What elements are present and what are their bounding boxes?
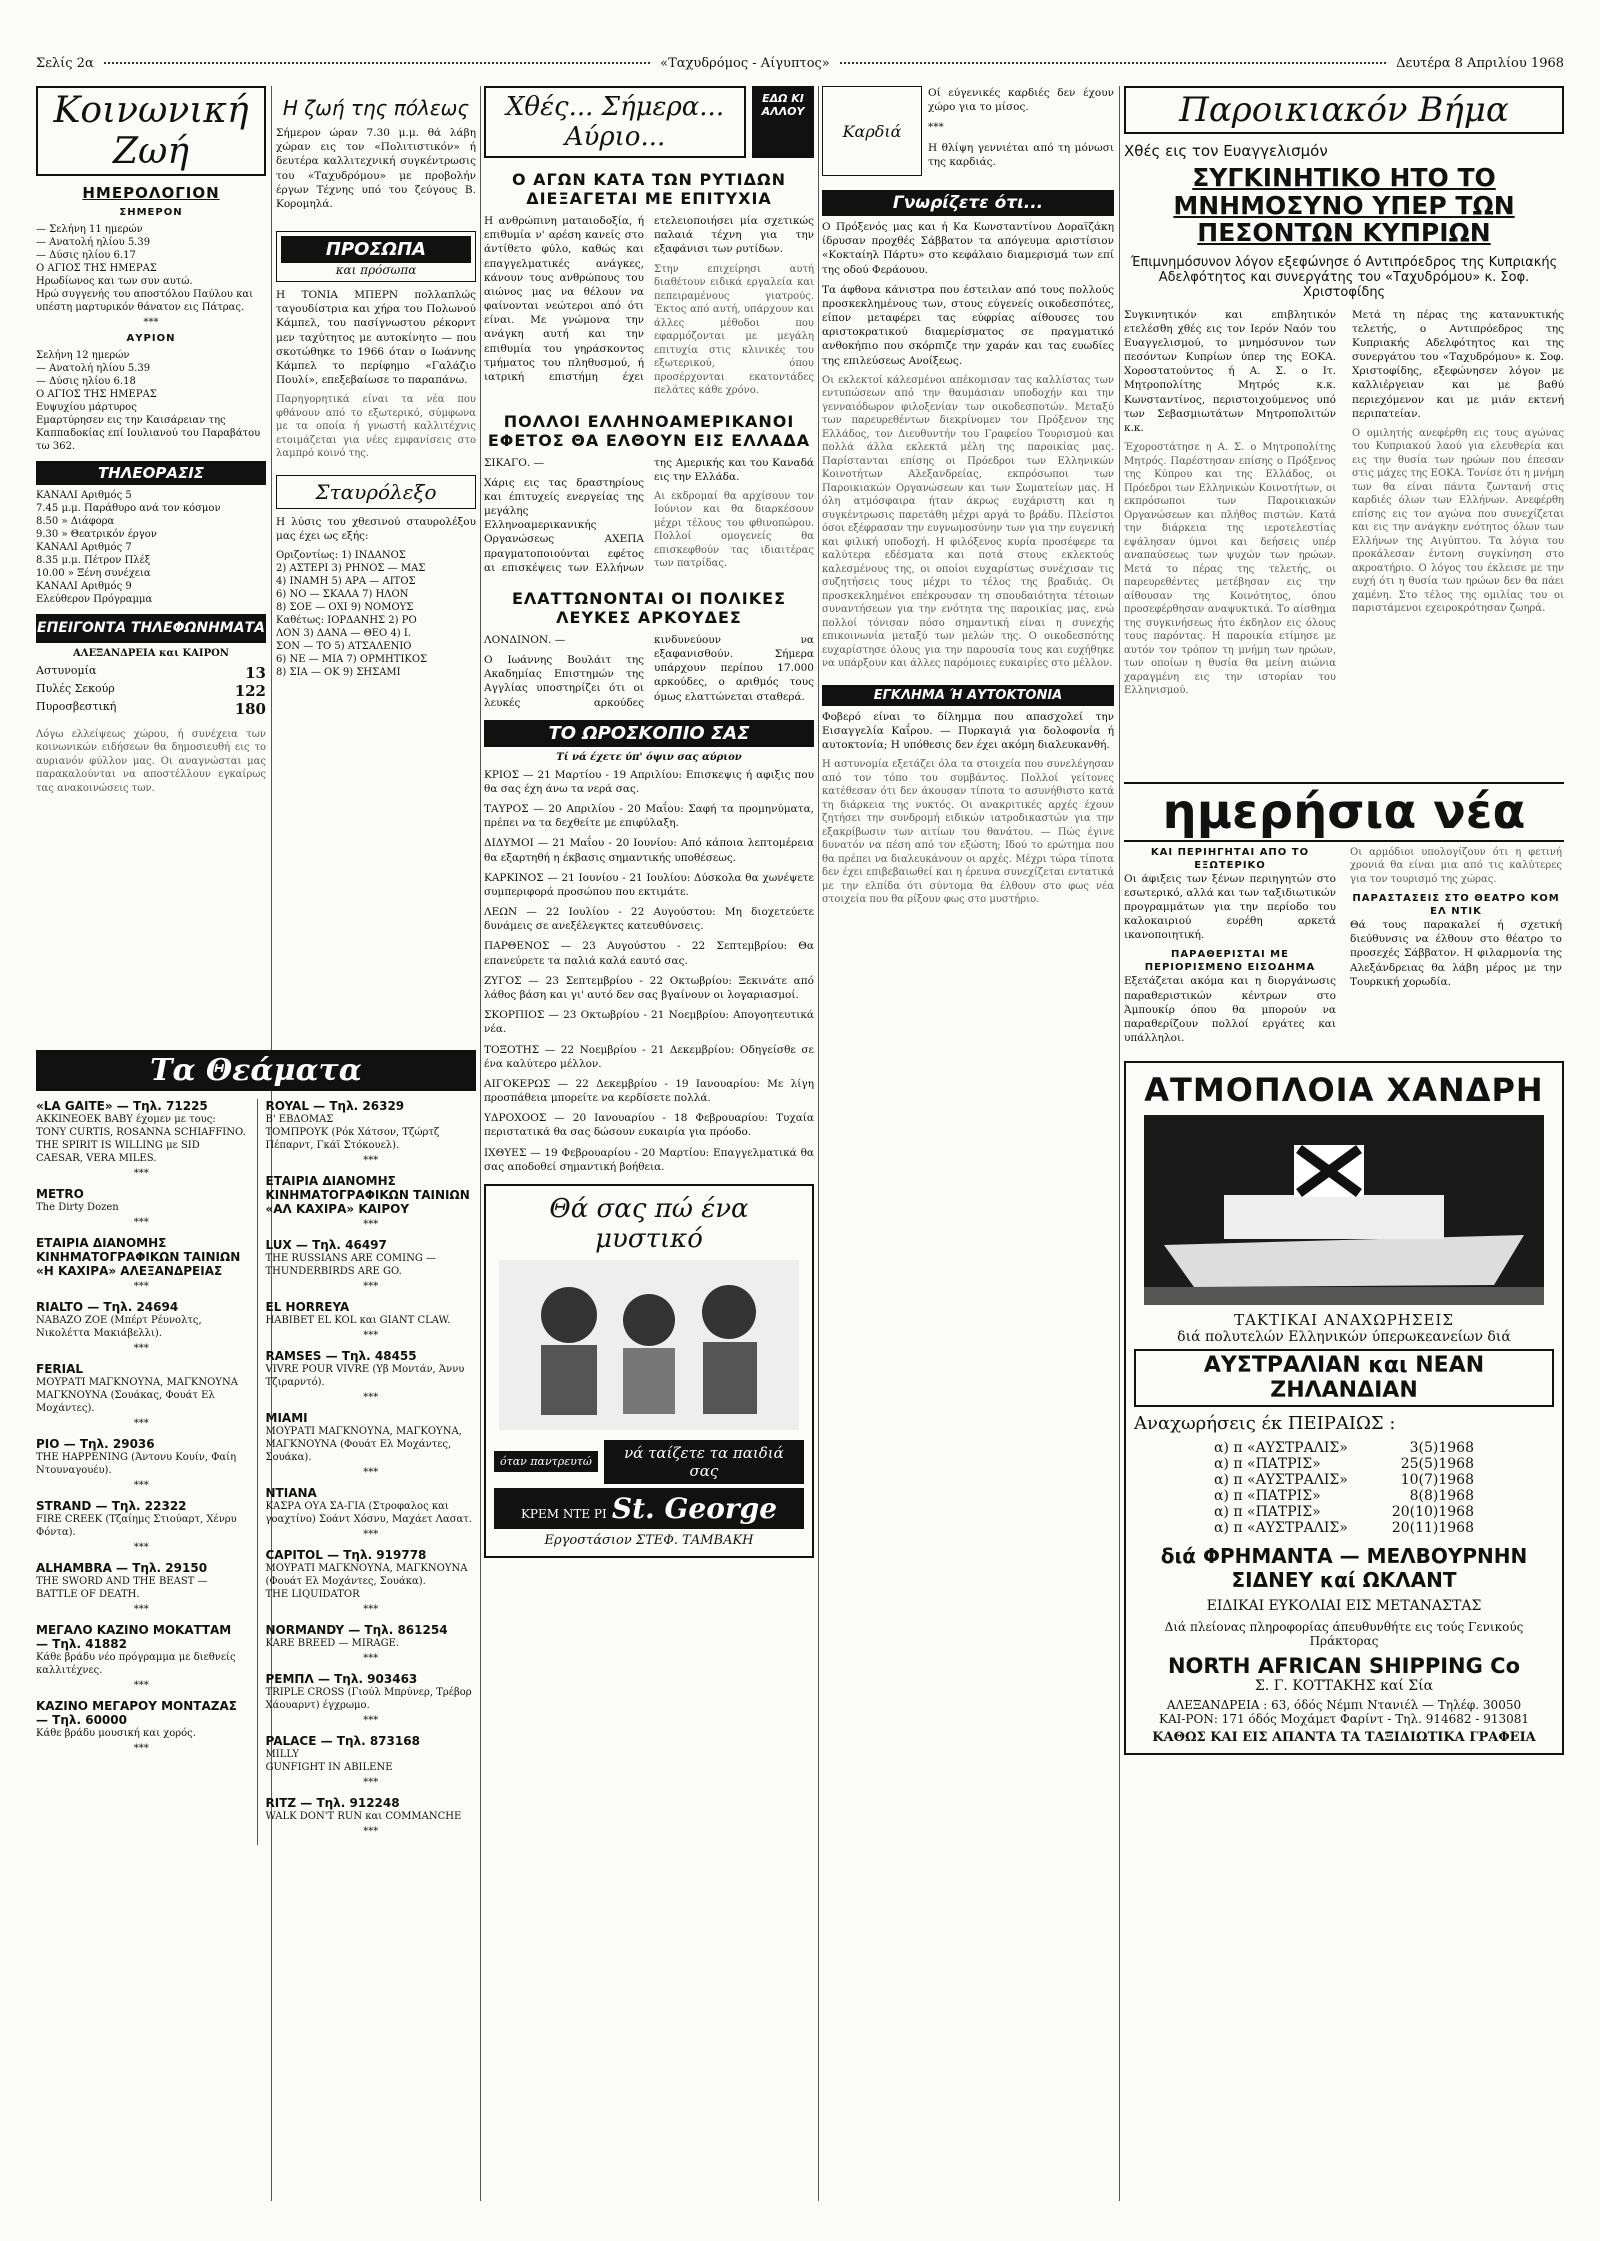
shipping-title: ΑΤΜΟΠΛΟΙΑ ΧΑΝΔΡΗ xyxy=(1144,1071,1544,1110)
horoscope-entry: ΙΧΘΥΕΣ — 19 Φεβρουαρίου - 20 Μαρτίου: Επαγγελματικά θα σας αποδοθεί σημαντική βοήθεια. xyxy=(484,1146,814,1173)
spectacles-left-list xyxy=(36,1099,247,1845)
spectacles-section xyxy=(36,1050,476,2200)
cinema-name: ΚΑΖΙΝΟ ΜΕΓΑΡΟΥ ΜΟΝΤΑΖΑΣ — Τηλ. 60000 xyxy=(36,1699,237,1727)
urgent-phones-city: ΑΛΕΞΑΝΔΡΕΙΑ και ΚΑΙΡΟΝ xyxy=(73,647,229,659)
calendar-line: — Δύσις ηλίου 6.18 xyxy=(36,376,136,387)
stars-separator: *** xyxy=(363,1330,379,1341)
stars-separator: *** xyxy=(363,1604,379,1615)
calendar-line: — Ανατολή ηλίου 5.39 xyxy=(36,237,151,248)
column-filler-text: Ο ομιλητής ανεφέρθη εις τους αγώνας του Κυπριακού λαού για ελευθερία και εις την θυσία των ηρώων που έπεσαν στις μάχες της ΕΟΚΑ. Τονίσε ότι η μνήμη των θα είναι πάντα ζωντανή στις καρδιές όλων των Ελλήνων. Ανεφέρθη επίσης εις τον αγώνα που συνεχίζεται και εις την ανάγκην ενότητος όλων των Ελλήνων της Αιγύπτου. Τα λόγια του προκάλεσαν έντονη συγκίνηση στο ακροατήριο. Ο λόγος του έκλεισε με την ευχή ότι η θυσία των ηρώων δεν θα πάει χαμένη. Στο τέλος της ομιλίας του οι παριστάμενοι εχειροκρότησαν ζωηρά. xyxy=(1352,427,1564,615)
column-filler-text: Οι εκλεκτοί κάλεσμένοι απέκομισαν τας καλλίστας των εντυπώσεων από την θαυμάσιαν υποδοχήν και την γενναιόδωρον φιλοξενίαν των οικοδεσποτών. Μεταξύ των παρευρεθέντων διεκρίνομεν τον Πρόξενον της Ελλάδος, τον Διευθυντήν του Γραφείου Τουρισμού και πολλά άλλα εκλεκτά μέλη της παροικίας μας. Παρίστανται επίσης οι Πρόεδροι των Ελληνικών Κοινοτήτων Αλεξανδρείας, εκπρόσωποι των Παροικιακών Οργανώσεων και των Σωματείων μας. Η όλη ατμόσφαιρα ήταν άκρως ευχάριστη και η συγκέντρωσις παρετάθη μέχρι αργά το βράδυ. Πλείστοι όσοι εξέφρασαν την ευγνωμοσύνην των για την ευγενική και φιλική υποδοχή. Η φιλόξενος κυρία προσέφερε τα καλύτερα εδέσματα και ποτά στους εκλεκτούς καλεσμένους της, οι οποίοι ευχαρίστως συνέχισαν τις συζητήσεις τους μέχρι το τέλος της βραδιάς. Οι προσκεκλημένοι επέκρουσαν τη σπουδαιότητα τέτοιων συναντήσεων για την ενότητα της παροικίας μας, ενώ πολλοί τόνισαν πόσο σημαντική είναι η συνεχής επικοινωνία μεταξύ των μελών της. Ο οικοδεσπότης ευχαρίστησε όλους για την παρουσία τους και ευχήθηκε να υπάρξουν και άλλες παρόμοιες ευκαιρίες στο μέλλον. xyxy=(822,374,1114,670)
did-you-know-text-2: Τα άφθονα κάνιστρα που έστειλαν από τους πολλούς προσκεκλημένους των, στους εύγενείς οικοδεσπότες, είπον μεταφέρει τας εύφρίας αίθουσες του αριστοκρατικού διαμερίσματος σε πραγματικό ανθοκήπιο που σκόρπιζε την χαράν και τας ευωδίες της επιλεύσεως Ανοίξεως. xyxy=(822,283,1114,367)
ad-maker: Εργοστάσιον ΣΤΕΦ. ΤΑΜΒΑΚΗ xyxy=(544,1532,754,1548)
phone-row xyxy=(36,682,266,700)
cinema-program: FIRE CREEK (Τζαίημς Στιούαρτ, Χένρυ Φόντα). xyxy=(36,1514,237,1538)
cinema-program: ΜΟΥΡΑΤΙ ΜΑΓΚΝΟΥΝΑ, ΜΑΓΚΝΟΥΝΑ (Φουάτ Ελ Μοχάντες, Σουάκα). xyxy=(265,1563,468,1587)
departures-title: Αναχωρήσεις έκ ΠΕΙΡΑΙΩΣ : xyxy=(1134,1413,1396,1435)
crime-or-suicide-text: Φοβερό είναι το δίλημμα που απασχολεί την Εισαγγελία Καΐρου. — Πυρκαγιά για δολοφονία ή αυτοκτονία; Η υπόθεσις δεν έχει ακόμη διαλευκανθή. xyxy=(822,710,1114,752)
cinema-program: ΜΟΥΡΑΤΙ ΜΑΓΚΝΟΥΝΑ, ΜΑΓΚΟΥΝΑ, ΜΑΓΚΝΟΥΝΑ (Φουάτ Ελ Μοχάντες, Σουάκα). xyxy=(265,1426,462,1463)
heart-line: Οί εύγενικές καρδιές δεν έχουν χώρο για το μίσος. xyxy=(928,87,1114,114)
departure-row xyxy=(1214,1456,1474,1472)
community-text-2: Μετά τη πέρας της κατανυκτικής τελετής, ο Αντιπρόεδρος της Κυπριακής Αδελφότητος και της συνεργάτου του «Ταχυδρόμου» κ. Σοφ. Χριστοφίδης, εξεφώνησεν λόγον με καλλιέργειαν και με βαθύ περιεχόμενον και με μιάν εκτενή περιπατείαν. xyxy=(1352,308,1564,420)
stars-separator: *** xyxy=(133,1281,149,1292)
cinema-program: THE RUSSIANS ARE COMING — THUNDERBIRDS ARE GO. xyxy=(265,1253,436,1277)
heart-box-title: Καρδιά xyxy=(822,86,922,176)
calendar-line: Ηρώ συγγενής του αποστόλου Παύλου και υπέστη μαρτυρικόν θάνατον εις Πάτρας. xyxy=(36,289,254,313)
crossword-line: 4) ΙΝΑΜΗ 5) ΑΡΑ — ΑΙΤΟΣ xyxy=(276,576,416,588)
horoscope-entry: ΔΙΔΥΜΟΙ — 21 Μαΐου - 20 Ιουνίου: Από κάποια λεπτομέρεια θα εξαρτηθή η έκβασις σημαντικής υποθέσεως. xyxy=(484,837,814,864)
cinema-program: Β' ΕΒΔΟΜΑΣ xyxy=(265,1114,334,1125)
crossword-title: Σταυρόλεξο xyxy=(276,475,476,509)
cinema-name: RAMSES — Τηλ. 48455 xyxy=(265,1349,417,1363)
cinema-listing xyxy=(266,1623,477,1664)
calendar-tomorrow-lines xyxy=(36,349,266,453)
cinema-program: MILLY xyxy=(265,1749,299,1760)
article-bears-text: Ο Ιωάννης Βουλάιτ της Ακαδημίας Επιστημών της Αγγλίας υποστηρίζει ότι οι λευκές αρκούδες κινδυνεύουν να εξαφανισθούν. Σήμερα υπάρχουν περίπου 17.000 αρκούδες, ο αριθμός τους όμως ελαττώνεται σταθερά. xyxy=(484,633,814,709)
cinema-name: CAPITOL — Τηλ. 919778 xyxy=(265,1548,427,1562)
departure-row xyxy=(1214,1472,1474,1488)
column-filler-text: Παρηγορητικά είναι τα νέα που φθάνουν από το εξωτερικό, σύμφωνα με τα οποία ή γνωστή καλλιτέχνις ετοιμάζεται για νέες εμφανίσεις στο λαμπρό κοινό της. xyxy=(276,394,476,460)
departure-row xyxy=(1214,1520,1474,1536)
crossword-intro: Η λύσις του χθεσινού σταυρολέξου μας έχει ως εξής: xyxy=(276,515,476,542)
cinema-listing xyxy=(266,1300,477,1341)
cinema-listing xyxy=(266,1411,477,1478)
stars-separator: *** xyxy=(363,1715,379,1726)
header-rule xyxy=(104,62,650,64)
departure-row xyxy=(1214,1504,1474,1520)
horoscope-entry: ΤΟΞΟΤΗΣ — 22 Νοεμβρίου - 21 Δεκεμβρίου: Οδηγείσθε σε ένα καλύτερο μέλλον. xyxy=(484,1043,814,1070)
shipping-address-2: ΚΑΙ-ΡΟΝ: 171 όδός Μοχάμετ Φαρίντ - Τηλ. 914682 - 913081 xyxy=(1158,1712,1530,1727)
community-headline: ΣΥΓΚΙΝΗΤΙΚΟ ΗΤΟ ΤΟ ΜΝΗΜΟΣΥΝΟ ΥΠΕΡ ΤΩΝ ΠΕΣΟΝΤΩΝ ΚΥΠΡΙΩΝ xyxy=(1173,163,1515,247)
spectacles-title: Τα Θεάματα xyxy=(36,1050,476,1091)
heart-box-lines xyxy=(928,86,1114,176)
header-rule xyxy=(840,62,1386,64)
did-you-know-title: Γνωρίζετε ότι... xyxy=(822,190,1114,216)
cinema-program: ΝΑΒΑΖΟ ΖΟΕ (Μπέρτ Ρέυνολτς, Νικολέττα Μακιάβελλι). xyxy=(36,1315,202,1339)
calendar-today: ΣΗΜΕΡΟΝ xyxy=(119,207,183,218)
phone-label: Πυλές Σεκούρ xyxy=(36,681,115,695)
section-title-community: Παροικιακόν Βήμα xyxy=(1124,86,1564,134)
shipping-ad xyxy=(1124,1061,1564,1755)
cinema-listing xyxy=(266,1548,477,1615)
st-george-ad xyxy=(484,1184,814,1558)
news-holiday-title: ΠΑΡΑΘΕΡΙΣΤΑΙ ΜΕ ΠΕΡΙΟΡΙΣΜΕΝΟ ΕΙΣΟΔΗΜΑ xyxy=(1144,949,1316,974)
crossword-line: Καθέτως: ΙΟΡΔΑΝΗΣ 2) ΡΟ xyxy=(276,615,417,627)
departure-ship: α) π «ΠΑΤΡΙΣ» xyxy=(1214,1488,1321,1505)
cinema-listing xyxy=(36,1236,247,1292)
heart-line: Η θλίψη γεννιέται από τη μόνωσι της καρδιάς. xyxy=(928,141,1114,168)
cinema-program: VIVRE POUR VIVRE (Υβ Μοντάν, Άννυ Τζιραρντό). xyxy=(265,1364,465,1388)
article-wrinkles-title-2: ΔΙΕΞΑΓΕΤΑΙ ΜΕ ΕΠΙΤΥΧΙΑ xyxy=(526,189,772,208)
shipping-via: διά πολυτελών Ελληνικών ύπερωκεανείων διά xyxy=(1177,1329,1511,1346)
phone-number: 180 xyxy=(234,699,266,718)
cinema-listing xyxy=(266,1174,477,1230)
cinema-name: ΡΕΜΠΛ — Τηλ. 903463 xyxy=(265,1672,418,1686)
cinema-listing xyxy=(266,1796,477,1837)
heart-line: *** xyxy=(928,121,944,134)
ad-caption: όταν παντρευτώ xyxy=(494,1451,598,1472)
cinema-listing xyxy=(266,1734,477,1788)
column-community xyxy=(1124,86,1564,2201)
departure-ship: α) π «ΑΥΣΤΡΑΛΙΣ» xyxy=(1214,1472,1348,1489)
column-filler-text: Στην επιχείρησι αυτή διαθέτουν ειδικά εργαλεία και πεπειραμένους γιατρούς. Έκτος από αυτή, υπάρχουν και άλλες μέθοδοι που εφαρμόζονται με μεγάλη επιτυχία στις κλινικές του εξωτερικού, όπου προσέρχονται εκατοντάδες πελάτες κάθε χρόνο. xyxy=(654,263,814,397)
cinema-name: ΝΤΙΑΝΑ xyxy=(265,1486,317,1500)
persons-box xyxy=(276,231,476,282)
cinema-name: ALHAMBRA — Τηλ. 29150 xyxy=(36,1561,208,1575)
child-body xyxy=(623,1348,675,1414)
article-achepa-title-2: ΕΦΕΤΟΣ ΘΑ ΕΛΘΟΥΝ ΕΙΣ ΕΛΛΑΔΑ xyxy=(487,430,811,450)
calendar-line: Σελήνη 12 ημερών xyxy=(36,350,130,361)
shipping-route-1: διά ΦΡΗΜΑΝΤΑ — ΜΕΛΒΟΥΡΝΗΝ xyxy=(1160,1544,1528,1569)
horoscope-entry: ΥΔΡΟΧΟΟΣ — 20 Ιανουαρίου - 18 Φεβρουαρίου: Τυχαία περιστατικά θα σας δώσουν ευκαιρία για πρόοδο. xyxy=(484,1112,814,1139)
cinema-program: Κάθε βράδυ μουσική και χορός. xyxy=(36,1728,196,1739)
column-misc xyxy=(822,86,1114,2201)
shipping-route-2: ΣΙΔΝΕΥ καί ΩΚΛΑΝΤ xyxy=(1231,1568,1457,1593)
cinema-program: GUNFIGHT IN ABILENE xyxy=(265,1762,393,1773)
cinema-name: ROYAL — Τηλ. 26329 xyxy=(265,1099,405,1113)
calendar-line: — Ανατολή ηλίου 5.39 xyxy=(36,363,151,374)
horoscope-entry: ΚΡΙΟΣ — 21 Μαρτίου - 19 Απριλίου: Επισκεψις ή αφιξις που θα σας έχη άνω τα νερά σας. xyxy=(484,768,814,795)
column-rule xyxy=(480,86,481,2201)
tv-line: 8.35 μ.μ. Πέτρον Πλέξ xyxy=(36,555,151,566)
tv-line: ΚΑΝΑΛΙ Αριθμός 9 xyxy=(36,581,132,592)
cinema-program: THE SPIRIT IS WILLING με SID CAESAR, VERA MILES. xyxy=(36,1140,200,1164)
crime-or-suicide-title: ΕΓΚΛΗΜΑ Ή ΑΥΤΟΚΤΟΝΙΑ xyxy=(822,685,1114,706)
shipping-info: Διά πλείονας πληροφορίας άπευθυνθήτε εις τούς Γενικούς Πράκτορας xyxy=(1164,1620,1524,1649)
news-tourists-title: ΚΑΙ ΠΕΡΙΗΓΗΤΑΙ ΑΠΟ ΤΟ ΕΞΩΤΕΡΙΚΟ xyxy=(1150,846,1310,871)
stars-separator: *** xyxy=(133,1480,149,1491)
cinema-listing xyxy=(36,1623,247,1691)
cinema-name: «LA GAITE» — Τηλ. 71225 xyxy=(36,1099,208,1113)
children-illustration xyxy=(499,1260,799,1430)
cinema-program: WALK DON'T RUN και COMMANCHE xyxy=(265,1811,462,1822)
stars-separator: *** xyxy=(363,1155,379,1166)
calendar-line: Εμαρτύρησεν εις την Καισάρειαν της Καππαδοκίας επί Ιουλιανού του Παραβάτου τω 362. xyxy=(36,415,261,452)
crossword-line: 2) ΑΣΤΕΡΙ 3) ΡΗΝΟΣ — ΜΑΣ xyxy=(276,563,426,575)
yesterday-today-banner: Χθές... Σήμερα... Αύριο... xyxy=(484,86,746,158)
issue-date: Δευτέρα 8 Απριλίου 1968 xyxy=(1396,55,1565,71)
cinema-listing xyxy=(36,1437,247,1491)
daily-news-title: ημερήσια νέα xyxy=(1124,782,1564,842)
column-filler-text: Οι αρμόδιοι υπολογίζουν ότι η φετινή χρονιά θα είναι μια από τις καλύτερες για τον τουρισμό της χώρας. xyxy=(1350,846,1562,885)
here-and-there-badge: ΕΔΩ ΚΙ ΑΛΛΟΥ xyxy=(752,86,814,158)
stars-separator: *** xyxy=(133,1604,149,1615)
community-deck: Έπιμνημόσυνον λόγον εξεφώνησε ό Αντιπρόεδρος της Κυπριακής Αδελφότητος και συνεργάτης του «Ταχυδρόμου» κ. Σοφ. Χριστοφίδης xyxy=(1130,254,1558,300)
cinema-name: PALACE — Τηλ. 873168 xyxy=(265,1734,420,1748)
stars-separator: *** xyxy=(133,1217,149,1228)
column-filler-text: Η αστυνομία εξετάζει όλα τα στοιχεία που συνελέγησαν από τον τόπο του συμβάντος. Πολλοί γείτονες κατέθεσαν ότι δεν άκουσαν τίποτα το ασυνήθιστο κατά τη διάρκεια της νυκτός. Οι ανακριτικές αρχές έχουν ζητήσει την συνδρομή ειδικών ιατροδικαστών για την εξακρίβωσιν των αιτίων του θανάτου. — Πώς έγινε δυνατόν να πέση από τον εξώστη; Ιδού το ερώτημα που θα πρέπει να διαλευκάνουν οι αρχές. Μέχρι τώρα τίποτα δεν έχει επιβεβαιωθεί και η έρευνα συνεχίζεται εντατικά με την ελπίδα ότι σύντομα θα έλθουν στο φως νέα στοιχεία που θα ρίξουν φως στο μυστήριο. xyxy=(822,759,1114,906)
tv-line: 10.00 » Ξένη συνέχεια xyxy=(36,568,151,579)
crossword-line: ΛΟΝ 3) ΔΑΝΑ — ΘΕΟ 4) Ι. xyxy=(276,628,412,640)
tv-listings xyxy=(36,489,266,606)
spectacles-right-list xyxy=(257,1099,477,1845)
horoscope-entry: ΖΥΓΟΣ — 23 Σεπτεμβρίου - 22 Οκτωβρίου: Ξεκινάτε από λάθος βάση και γι' αυτό δεν σας βγαίνουν οι λογαριασμοί. xyxy=(484,974,814,1001)
shipping-special: ΕΙΔΙΚΑΙ ΕΥΚΟΛΙΑΙ ΕΙΣ ΜΕΤΑΝΑΣΤΑΣ xyxy=(1206,1598,1482,1615)
phone-label: Πυροσβεστική xyxy=(36,699,117,713)
cinema-program: The Dirty Dozen xyxy=(36,1202,119,1213)
shipping-agent-2: Σ. Γ. ΚΟΤΤΑΚΗΣ καί Σία xyxy=(1254,1678,1434,1695)
child-head xyxy=(541,1287,597,1343)
shipping-agent: NORTH AFRICAN SHIPPING Co xyxy=(1167,1654,1521,1679)
ad-brand: St. George xyxy=(611,1491,778,1525)
page-number: Σελίς 2α xyxy=(36,55,94,71)
cinema-name: METRO xyxy=(36,1187,84,1201)
calendar-line: Ο ΑΓΙΟΣ ΤΗΣ ΗΜΕΡΑΣ xyxy=(36,263,157,274)
stars-separator: *** xyxy=(363,1653,379,1664)
cinema-listing xyxy=(36,1561,247,1615)
phone-number: 13 xyxy=(245,663,266,682)
ship-illustration xyxy=(1144,1115,1544,1305)
cinema-name: ΕΤΑΙΡΙΑ ΔΙΑΝΟΜΗΣ ΚΙΝΗΜΑΤΟΓΡΑΦΙΚΩΝ ΤΑΙΝΙΩΝ «Η ΚΑΧΙΡΑ» ΑΛΕΞΑΝΔΡΕΙΑΣ xyxy=(36,1236,241,1278)
stars-separator: *** xyxy=(133,1418,149,1429)
article-achepa-dateline: ΣΙΚΑΓΟ. — xyxy=(484,456,545,469)
crossword-solution xyxy=(276,549,476,679)
persons-text: Η ΤΟΝΙΑ ΜΠΕΡΝ πολλαπλώς ταγουδίστρια και χήρα του Πολωνού Κάμπελ, του πασίγνωστου ρέκορντ μεν ταχύτητος με αυτοκίνητο — που σκοτώθηκε το 1966 όταν ο Ιωάννης Κάμπελ το περίφημο «Γαλάζιο Πουλί», επεξεβαίωσε το παραπάνω. xyxy=(276,289,476,387)
community-text: Συγκινητικόν και επιβλητικόν ετελέσθη χθές εις τον Ιερόν Ναόν του Ευαγγελισμού, το μνημόσυνον των πεσόντων Κυπρίων ύπερ της ΕΟΚΑ. Χοροστατούντος ή Α. Σ. ο Ιτ. Μητροπολίτης Μητρός κ.κ. Κωνσταντίνος, περιστοιχούμενος υπό των Σεβασμιωτάτων Μητροπολιτών κ.κ. xyxy=(1124,308,1336,434)
tv-line: 7.45 μ.μ. Παράθυρο ανά τον κόσμον xyxy=(36,503,221,514)
departure-ship: α) π «ΠΑΤΡΙΣ» xyxy=(1214,1456,1321,1473)
horoscope-entry: ΤΑΥΡΟΣ — 20 Απριλίου - 20 Μαΐου: Σαφή τα προμηνύματα, πρέπει να τα δεχθείτε με επιφύλαξη. xyxy=(484,803,814,830)
tv-line: 9.30 » Θεατρικόν έργον xyxy=(36,529,157,540)
article-bears-title-2: ΛΕΥΚΕΣ ΑΡΚΟΥΔΕΣ xyxy=(556,607,742,627)
departure-date: 3(5)1968 xyxy=(1409,1440,1474,1457)
cinema-name: MIAMI xyxy=(265,1411,308,1425)
cinema-program: ΑΚΚΙΝΕΟΕΚ ΒΑΒΥ έχομεν με τους: TONY CURTIS, ROSANNA SCHIAFFINO. xyxy=(36,1114,246,1138)
section-title-social: Κοινωνική Ζωή xyxy=(36,86,266,176)
cinema-program: THE LIQUIDATOR xyxy=(265,1589,360,1600)
urgent-phones-title: ΕΠΕΙΓΟΝΤΑ ΤΗΛΕΦΩΝΗΜΑΤΑ xyxy=(36,614,266,643)
departure-date: 10(7)1968 xyxy=(1400,1472,1474,1489)
child-body xyxy=(703,1342,757,1414)
tv-line: ΚΑΝΑΛΙ Αριθμός 7 xyxy=(36,542,132,553)
departures-list xyxy=(1214,1440,1474,1536)
tv-line: 8.50 » Διάφορα xyxy=(36,516,115,527)
shipping-destination: ΑΥΣΤΡΑΛΙΑΝ και ΝΕΑΝ ΖΗΛΑΝΔΙΑΝ xyxy=(1134,1349,1554,1407)
cinema-listing xyxy=(266,1099,477,1166)
sea xyxy=(1144,1287,1544,1305)
article-achepa-text: Χάρις εις τας δραστηρίους και έπιτυχείς ενεργείας της μεγάλης Ελληνοαμερικανικής Οργανώσεως ΑΧΕΠΑ πραγματοποιούνται εφέτος αι επισκέψεις των Ελλήνων της Αμερικής και του Καναδά εις την Ελλάδα. xyxy=(484,456,814,574)
phone-row xyxy=(36,700,266,718)
news-tourists-text: Οι άφιξεις των ξένων περιηγητών στο εσωτερικό, αλλά και των ταξιδιωτικών προγραμμάτων για την περίοδο του καλοκαιριού ευρέθη αρκετά ικανοποιητική. xyxy=(1124,872,1336,942)
cinema-program: KARE BREED — MIRAGE. xyxy=(265,1638,400,1649)
shipping-subtitle: ΤΑΚΤΙΚΑΙ ΑΝΑΧΩΡΗΣΕΙΣ xyxy=(1234,1311,1454,1330)
article-wrinkles-text: Η ανθρώπινη ματαιοδοξία, ή επιθυμία ν' αρέση κανείς στο άντίθετο φύλο, καθώς και επαγγελματικές ανάγκες, κάνουν τους ανθρώπους του αιώνος μας να θέλουν να φαίνονται νεώτεροι από ότι είναι. Με γνώμονα την ανάγκη αυτή και την επιθυμία του γηράσκοντος τμήματος του πληθυσμού, ή ιατρική επιστήμη έχει ετελειοποιήσει μία σχετικώς παλαιά τέχνη για την εξαφάνισι των ρυτίδων. xyxy=(484,215,814,383)
article-bears-dateline: ΛΟΝΔΙΝΟΝ. — xyxy=(484,633,566,646)
cinema-program: Κάθε βράδυ νέο πρόγραμμα με διεθνείς καλλιτέχνες. xyxy=(36,1652,236,1676)
horoscope-entry: ΚΑΡΚΙΝΟΣ — 21 Ιουνίου - 21 Ιουλίου: Δύσκολα θα χωνέψετε συμπεριφορά προσώπου που εκτιμάτε. xyxy=(484,871,814,898)
crossword-line: 6) ΝΟ — ΣΚΑΛΑ 7) ΗΛΟΝ xyxy=(276,589,409,601)
ad-brand-prefix: ΚΡΕΜ ΝΤΕ ΡΙ xyxy=(520,1506,607,1521)
cinema-listing xyxy=(36,1699,247,1754)
tv-line: Ελεύθερον Πρόγραμμα xyxy=(36,594,153,605)
persons-title: ΠΡΟΣΩΠΑ xyxy=(281,236,471,263)
departure-ship: α) π «ΑΥΣΤΡΑΛΙΣ» xyxy=(1214,1440,1348,1457)
calendar-tomorrow: ΑΥΡΙΟΝ xyxy=(126,333,176,344)
cinema-name: EL HORREYA xyxy=(265,1300,350,1314)
stars-separator: *** xyxy=(363,1392,379,1403)
news-theatre-title: ΠΑΡΑΣΤΑΣΕΙΣ ΣΤΟ ΘΕΑΤΡΟ ΚΟΜ ΕΛ ΝΤΙΚ xyxy=(1352,893,1560,917)
cinema-name: RIALTO — Τηλ. 24694 xyxy=(36,1300,179,1314)
stars-separator: *** xyxy=(363,1777,379,1788)
cinema-name: FERIAL xyxy=(36,1362,84,1376)
cinema-name: ΡΙΟ — Τηλ. 29036 xyxy=(36,1437,155,1451)
cinema-listing xyxy=(266,1486,477,1540)
calendar-today-lines xyxy=(36,223,266,314)
column-rule xyxy=(818,86,819,2201)
shipping-address-1: ΑΛΕΞΑΝΔΡΕΙΑ : 63, όδός Νέμπι Ντανιέλ — Τηλέφ. 30050 xyxy=(1166,1698,1522,1713)
stars-separator: *** xyxy=(363,1529,379,1540)
stars-separator: *** xyxy=(133,1542,149,1553)
cinema-listing xyxy=(266,1672,477,1726)
departure-ship: α) π «ΠΑΤΡΙΣ» xyxy=(1214,1504,1321,1521)
phone-row xyxy=(36,664,266,682)
article-achepa-title-1: ΠΟΛΛΟΙ ΕΛΛΗΝΟΑΜΕΡΙΚΑΝΟΙ xyxy=(503,411,795,431)
phone-label: Αστυνομία xyxy=(36,663,97,677)
child-head xyxy=(623,1294,675,1346)
article-bears-title-1: ΕΛΑΤΤΩΝΟΝΤΑΙ ΟΙ ΠΟΛΙΚΕΣ xyxy=(511,588,787,608)
page-header xyxy=(36,52,1564,74)
cinema-listing xyxy=(266,1238,477,1292)
cinema-name: STRAND — Τηλ. 22322 xyxy=(36,1499,187,1513)
horoscope-entry: ΑΙΓΟΚΕΡΩΣ — 22 Δεκεμβρίου - 19 Ιανουαρίου: Με λίγη προσπάθεια μπορείτε να κερδίσετε πολλά. xyxy=(484,1077,814,1105)
shipping-footer: ΚΑΘΩΣ ΚΑΙ ΕΙΣ ΑΠΑΝΤΑ ΤΑ ΤΑΞΙΔΙΩΤΙΚΑ ΓΡΑΦΕΙΑ xyxy=(1152,1730,1536,1746)
crossword-line: Οριζοντίως: 1) ΙΝΔΑΝΟΣ xyxy=(276,550,406,562)
departure-ship: α) π «ΑΥΣΤΡΑΛΙΣ» xyxy=(1214,1520,1348,1537)
crossword-line: 8) ΣΟΕ — ΟΧΙ 9) ΝΟΜΟΥΣ xyxy=(276,602,414,614)
calendar-line: — Δύσις ηλίου 6.17 xyxy=(36,250,136,261)
cinema-name: ΜΕΓΑΛΟ ΚΑΖΙΝΟ ΜΟΚΑΤΤΑΜ — Τηλ. 41882 xyxy=(36,1623,232,1651)
calendar-title: ΗΜΕΡΟΛΟΓΙΟΝ xyxy=(82,184,220,202)
calendar-line: Ευψυχίου μάρτυρος xyxy=(36,402,137,413)
stars-separator: *** xyxy=(363,1467,379,1478)
stars-separator: *** xyxy=(363,1281,379,1292)
phone-number: 122 xyxy=(234,681,266,700)
horoscope-title: ΤΟ ΩΡΟΣΚΟΠΙΟ ΣΑΣ xyxy=(484,720,814,747)
cinema-listing xyxy=(36,1362,247,1429)
horoscope-entry: ΣΚΟΡΠΙΟΣ — 23 Οκτωβρίου - 21 Νοεμβρίου: Απογοητευτικά νέα. xyxy=(484,1009,814,1036)
child-head xyxy=(702,1285,756,1339)
calendar-line: Ηρωδίωνος και των συν αυτώ. xyxy=(36,276,193,287)
stars-separator: *** xyxy=(133,1743,149,1754)
article-achepa-place xyxy=(484,456,644,470)
departure-row xyxy=(1214,1488,1474,1504)
ship-deck xyxy=(1224,1195,1444,1239)
column-filler-text: Αι εκδρομαί θα αρχίσουν τον Ιούνιον και θα διαρκέσουν μέχρι τέλους του φθινοπώρου. Πολλοί ομογενείς θα επισκεφθούν τας ιδιαιτέρας των πατρίδας. xyxy=(654,490,814,570)
stars-separator: *** xyxy=(133,1168,149,1179)
horoscope-entry: ΛΕΩΝ — 22 Ιουλίου - 22 Αυγούστου: Μη διοχετεύετε δυνάμεις σε ανεξέλεγκτες κατευθύνσεις. xyxy=(484,906,814,933)
ad-headline: Θά σας πώ ένα μυστικό xyxy=(549,1193,749,1254)
column-rule xyxy=(1119,86,1120,2201)
stars-separator: *** xyxy=(363,1826,379,1837)
departure-date: 8(8)1968 xyxy=(1409,1488,1474,1505)
cinema-listing xyxy=(266,1349,477,1403)
article-wrinkles-title-1: Ο ΑΓΩΝ ΚΑΤΑ ΤΩΝ ΡΥΤΙΔΩΝ xyxy=(512,170,786,189)
crossword-line: ΣΟΝ — ΤΟ 5) ΑΤΣΑΛΕΝΙΟ xyxy=(276,641,412,653)
tv-line: ΚΑΝΑΛΙ Αριθμός 5 xyxy=(36,490,132,501)
cinema-name: NORMANDY — Τηλ. 861254 xyxy=(265,1623,448,1637)
horoscope-list xyxy=(484,768,814,1174)
cinema-program: ΤΟΜΠΡΟΥΚ (Ρόκ Χάτσον, Τζώρτζ Πέπαρντ, Γκάϊ Στόκουελ). xyxy=(265,1127,440,1151)
cinema-name: LUX — Τηλ. 46497 xyxy=(265,1238,387,1252)
cinema-listing xyxy=(36,1187,247,1228)
departure-date: 25(5)1968 xyxy=(1400,1456,1474,1473)
urgent-phones-list xyxy=(36,664,266,718)
did-you-know-text: Ο Πρόξενός μας και ή Κα Κωνσταντίνου Δοραϊζάκη ίδρυσαν προχθές Σάββατον τα απόγευμα αριστίσιον «Κοκταίηλ Πάρτυ» στο κεφάλαιο διαμερισμά των επί της οδού Φεράουου. xyxy=(822,221,1114,276)
column-yesterday-today xyxy=(484,86,814,2201)
calendar-line: — Σελήνη 11 ημερών xyxy=(36,224,143,235)
cinema-listing xyxy=(36,1099,247,1179)
cinema-program: THE SWORD AND THE BEAST — BATTLE OF DEATH. xyxy=(36,1576,208,1600)
persons-subtitle: και πρόσωπα xyxy=(335,263,417,278)
city-life-title: Η ζωή της πόλεως xyxy=(282,96,470,120)
cinema-program: THE HAPPENING (Άντονυ Κουίν, Φαίη Ντουναγουέυ). xyxy=(36,1452,237,1476)
column-filler-text: Έχοροστάτησε η Α. Σ. ο Μητροπολίτης Μητρός. Παρέστησαν επίσης ο Πρόξενος της Κύπρου και της Ελλάδος, οι Πρόεδροι των Ελληνικών Κοινοτήτων, οι εκπρόσωποι των Παροικιακών Οργανώσεων και πλήθος πιστών. Κατά την διάρκεια της ιεροτελεστίας εψάλησαν ύμνοι και δεήσεις υπέρ αναπαύσεως των ψυχών των ηρώων. Μετά το πέρας της τελετής, οι παρευρεθέντες μετέβησαν εις την αίθουσαν της Κοινότητος, όπου προσεφέρθησαν αναψυκτικά. Το αίσθημα της συγκινήσεως ήτο έκδηλον εις όλους τους παρόντας. Η παροικία ετίμησε με αυτόν τον τρόπον τη μνήμη των ηρώων, των οποίων η θυσία θα μείνη αιώνια χαραγμένη εις την ιστορίαν του Ελληνισμού. xyxy=(1124,442,1336,697)
departure-date: 20(11)1968 xyxy=(1391,1520,1474,1537)
tv-title: ΤΗΛΕΟΡΑΣΙΣ xyxy=(36,461,266,485)
news-theatre-text: Θά τους παρακαλεί ή σχετική διεύθυνσις να έλθουν στο θέατρο το προσεχές Σάββατον. Η φιλαρμονία της Αλεξάνδρειας θα λάβη μέρος με την Τουρκική χορωδία. xyxy=(1350,919,1562,988)
cinema-program: HABIBET EL KOL και GIANT CLAW. xyxy=(265,1315,451,1326)
stars-separator: *** xyxy=(143,317,159,328)
city-life-text: Σήμερον ώραν 7.30 μ.μ. θά λάβη χώραν εις τον «Πολιτιστικόν» ή δευτέρα καλλιτεχνική συγκέντρωσις του «Ταχυδρόμου» με προβολήν έργων Τέχνης υπό του ζεύγους Β. Κορομηλά. xyxy=(276,127,476,210)
cinema-listing xyxy=(36,1300,247,1354)
departure-row xyxy=(1214,1440,1474,1456)
cinema-name: ΕΤΑΙΡΙΑ ΔΙΑΝΟΜΗΣ ΚΙΝΗΜΑΤΟΓΡΑΦΙΚΩΝ ΤΑΙΝΙΩΝ «ΑΛ ΚΑΧΙΡΑ» ΚΑΙΡΟΥ xyxy=(265,1174,470,1216)
stars-separator: *** xyxy=(363,1219,379,1230)
cinema-program: TRIPLE CROSS (Γιούλ Μπρύνερ, Τρέβορ Χάουαρντ) έγχρωμο. xyxy=(265,1687,472,1711)
calendar-line: Ο ΑΓΙΟΣ ΤΗΣ ΗΜΕΡΑΣ xyxy=(36,389,157,400)
news-holiday-text: Εξετάζεται ακόμα και η διοργάνωσις παραθεριστικών κέντρων στο Άμπουκίρ όπου θα μπορούν να παραθερίζουν πολλοί εργάτες και υπάλληλοι. xyxy=(1124,975,1336,1045)
crossword-line: 8) ΣΙΑ — ΟΚ 9) ΣΗΣΑΜΙ xyxy=(276,667,401,679)
crossword-line: 6) ΝΕ — ΜΙΑ 7) ΟΡΜΗΤΙΚΟΣ xyxy=(276,654,428,666)
ad-slogan: νά ταίζετε τα παιδιά σας xyxy=(604,1440,804,1484)
cinema-program: ΜΟΥΡΑΤΙ ΜΑΓΚΝΟΥΝΑ, ΜΑΓΚΝΟΥΝΑ ΜΑΓΚΝΟΥΝΑ (Σουάκας, Φουάτ Ελ Μοχάντες). xyxy=(36,1377,238,1414)
cinema-listing xyxy=(36,1499,247,1553)
stars-separator: *** xyxy=(133,1343,149,1354)
paper-name: «Ταχυδρόμος - Αίγυπτος» xyxy=(660,55,830,71)
horoscope-entry: ΠΑΡΘΕΝΟΣ — 23 Αυγούστου - 22 Σεπτεμβρίου: Θα επανεύρετε τα παλιά καλά εαυτό σας. xyxy=(484,940,814,967)
column-filler-text: Λόγω ελλείψεως χώρου, ή συνέχεια των κοινωνικών ειδήσεων θα δημοσιευθή εις το αυριανόν φύλλον μας. Οι αναγνώσται μας παρακαλούνται να αποστέλλουν εγκαίρως τας ανακοινώσεις των. xyxy=(36,728,266,794)
horoscope-subtitle: Τί νά έχετε ύπ' όψιν σας αύριον xyxy=(556,751,742,763)
stars-separator: *** xyxy=(133,1680,149,1691)
child-body xyxy=(541,1345,597,1415)
cinema-program: ΚΑΣΡΑ ΟΥΑ ΣΑ-ΓΙΑ (Στροφαλος και γοαχτίνο) Σοάντ Χόσνυ, Μαχάετ Λασατ. xyxy=(265,1501,473,1525)
departure-date: 20(10)1968 xyxy=(1391,1504,1474,1521)
community-subtitle: Χθές εις τον Ευαγγελισμόν xyxy=(1124,142,1328,160)
cinema-name: RITZ — Τηλ. 912248 xyxy=(265,1796,400,1810)
